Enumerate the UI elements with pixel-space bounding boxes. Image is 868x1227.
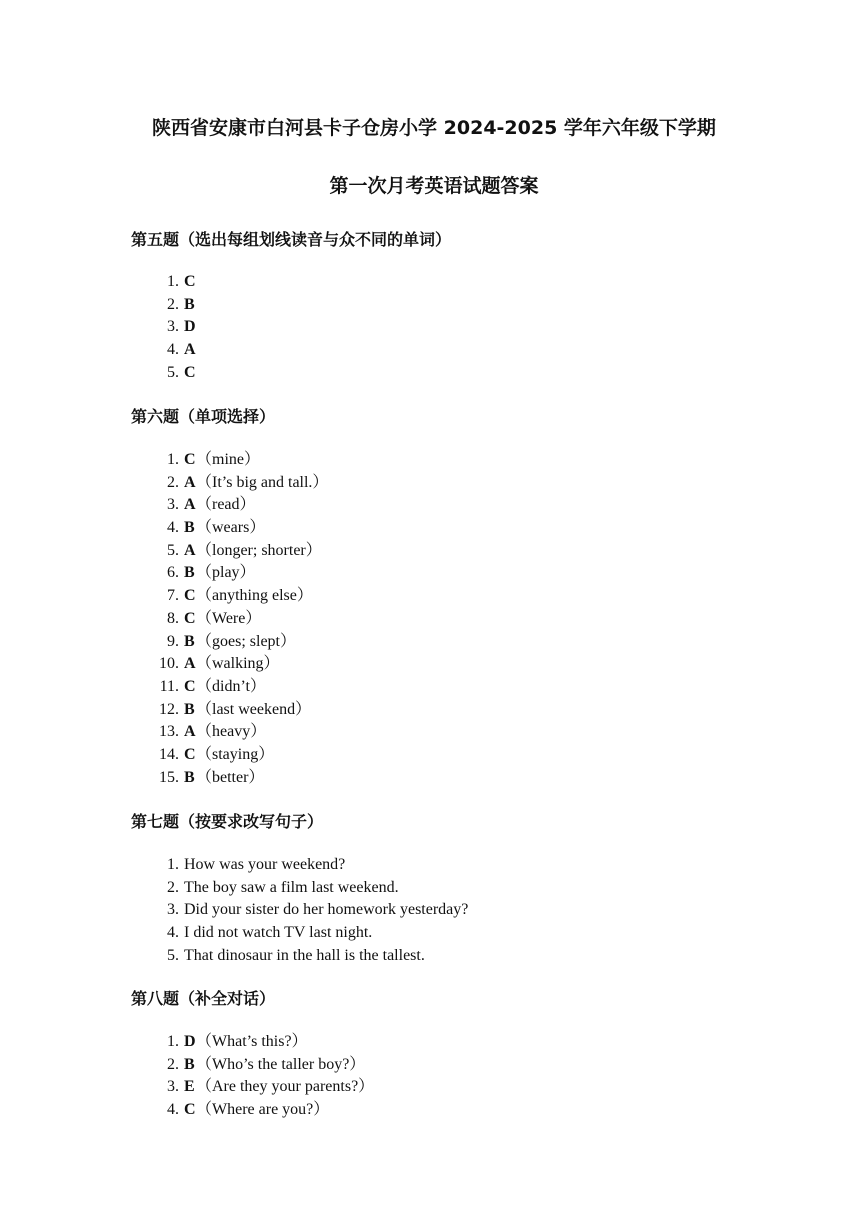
list-item: 14. C（staying）: [131, 744, 328, 767]
answer-word: （longer; shorter）: [196, 541, 322, 559]
answer-letter: A: [184, 723, 196, 741]
list-item: 15. B（better）: [131, 767, 328, 790]
section-7-answer-list: [131, 854, 468, 967]
answer-word: （staying）: [196, 745, 275, 763]
document-title-line-1: 陕西省安康市白河县卡子仓房小学 2024-2025 学年六年级下学期: [152, 117, 716, 139]
list-item: 4. B（wears）: [131, 517, 328, 540]
answer-sentence: （What’s this?）: [196, 1033, 308, 1050]
answer-letter: C: [184, 745, 196, 763]
answer-word: （wears）: [196, 519, 266, 537]
answer-letter: A: [184, 496, 196, 514]
answer-word: （anything else）: [196, 587, 313, 605]
list-item: 5. A（longer; shorter）: [131, 540, 328, 563]
section-8-answer-list: [131, 1031, 374, 1122]
section-8-heading: 第八题（补全对话）: [131, 989, 276, 1008]
answer-sentence: I did not watch TV last night.: [184, 924, 373, 942]
answer-letter: A: [184, 341, 196, 359]
list-item: 3. D: [131, 316, 196, 339]
section-6-answer-list: [131, 449, 328, 789]
answer-word: （heavy）: [196, 723, 267, 741]
answer-letter: C: [184, 363, 196, 381]
answer-letter: B: [184, 700, 195, 718]
list-item: 1. C: [131, 271, 196, 294]
list-item: 3. Did your sister do her homework yesterday?: [131, 899, 468, 922]
list-item: 5. C: [131, 362, 196, 385]
list-item: 8. C（Were）: [131, 608, 328, 631]
answer-letter: A: [184, 473, 196, 491]
section-6-heading: 第六题（单项选择）: [131, 407, 276, 426]
answer-sentence: How was your weekend?: [184, 856, 346, 873]
answer-word: （last weekend）: [196, 700, 312, 718]
list-item: 1. D（What’s this?）: [131, 1031, 374, 1054]
answer-letter: B: [184, 1055, 195, 1073]
section-5-heading: 第五题（选出每组划线读音与众不同的单词）: [131, 230, 452, 249]
answer-letter: C: [184, 1101, 196, 1119]
section-7-heading: 第七题（按要求改写句子）: [131, 812, 324, 831]
answer-letter: C: [184, 451, 196, 468]
answer-letter: B: [184, 768, 195, 786]
document-title-line-2: 第一次月考英语试题答案: [329, 175, 539, 197]
list-item: 5. That dinosaur in the hall is the tallest.: [131, 945, 468, 968]
list-item: 2. B（Who’s the taller boy?）: [131, 1054, 374, 1077]
list-item: 10. A（walking）: [131, 653, 328, 676]
answer-letter: B: [184, 564, 195, 582]
list-item: 6. B（play）: [131, 562, 328, 585]
answer-letter: A: [184, 655, 196, 673]
answer-letter: B: [184, 295, 195, 313]
list-item: 7. C（anything else）: [131, 585, 328, 608]
answer-sentence: The boy saw a film last weekend.: [184, 878, 399, 896]
list-item: 12. B（last weekend）: [131, 699, 328, 722]
answer-sentence: （Where are you?）: [196, 1101, 330, 1119]
list-item: 2. A（It’s big and tall.）: [131, 472, 328, 495]
answer-letter: B: [184, 519, 195, 537]
answer-word: （didn’t）: [196, 677, 266, 695]
answer-letter: C: [184, 587, 196, 605]
answer-letter: C: [184, 609, 196, 627]
list-item: 1. C（mine）: [131, 449, 328, 472]
answer-word: （play）: [196, 564, 256, 582]
answer-sentence: （Are they your parents?）: [196, 1078, 375, 1096]
list-item: 4. A: [131, 339, 196, 362]
list-item: 1. How was your weekend?: [131, 854, 468, 877]
answer-letter: D: [184, 1033, 196, 1050]
answer-letter: C: [184, 273, 196, 290]
answer-sentence: （Who’s the taller boy?）: [196, 1055, 366, 1073]
answer-word: （better）: [196, 768, 265, 786]
answer-word: （It’s big and tall.）: [196, 473, 329, 491]
list-item: 4. I did not watch TV last night.: [131, 922, 468, 945]
answer-word: （Were）: [196, 609, 262, 627]
answer-sentence: Did your sister do her homework yesterday?: [184, 901, 469, 919]
list-item: 3. E（Are they your parents?）: [131, 1076, 374, 1099]
list-item: 2. The boy saw a film last weekend.: [131, 877, 468, 900]
answer-word: （mine）: [196, 451, 260, 468]
list-item: 11. C（didn’t）: [131, 676, 328, 699]
list-item: 13. A（heavy）: [131, 721, 328, 744]
section-5-answer-list: [131, 271, 196, 384]
answer-letter: D: [184, 318, 196, 336]
list-item: 4. C（Where are you?）: [131, 1099, 374, 1122]
answer-word: （read）: [196, 496, 256, 514]
list-item: 9. B（goes; slept）: [131, 631, 328, 654]
list-item: 2. B: [131, 294, 196, 317]
answer-sentence: That dinosaur in the hall is the tallest.: [184, 946, 425, 964]
answer-letter: B: [184, 632, 195, 650]
answer-letter: A: [184, 541, 196, 559]
list-item: 3. A（read）: [131, 494, 328, 517]
answer-word: （goes; slept）: [196, 632, 296, 650]
answer-letter: C: [184, 677, 196, 695]
answer-letter: E: [184, 1078, 195, 1096]
answer-word: （walking）: [196, 655, 280, 673]
